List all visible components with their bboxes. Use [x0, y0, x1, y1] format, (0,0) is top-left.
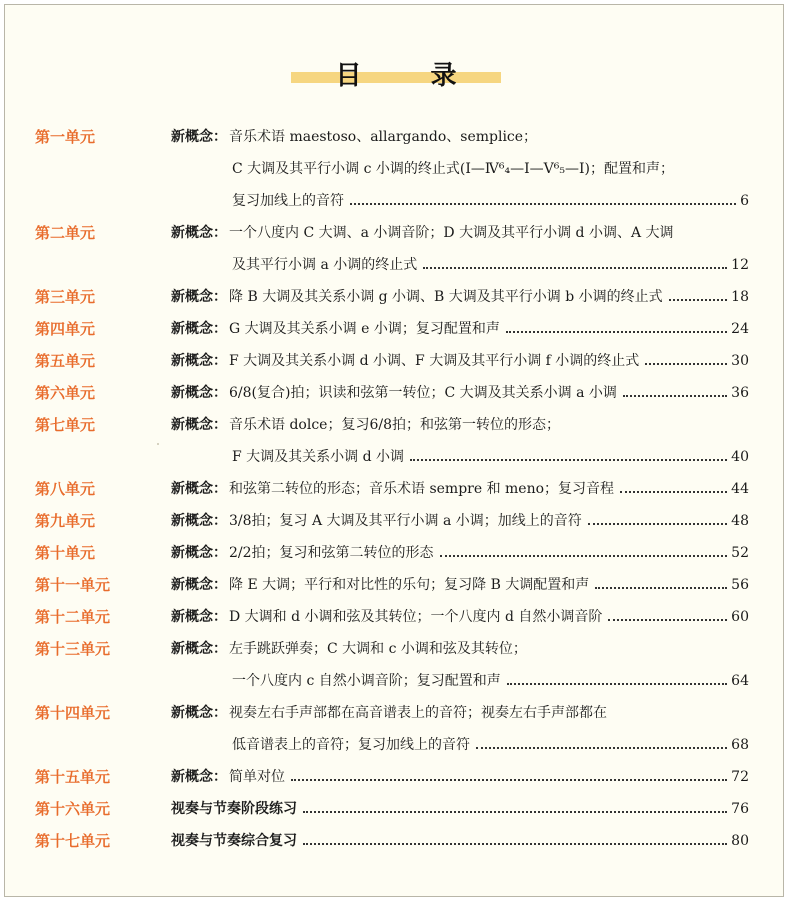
entry-text: 视奏左右手声部都在高音谱表上的音符；视奏左右手声部都在 [229, 705, 607, 721]
page-number: 52 [731, 545, 749, 561]
page-number: 56 [731, 577, 749, 593]
toc-line [171, 703, 749, 723]
dot-leader [645, 362, 727, 365]
entry-text: 及其平行小调 a 小调的终止式 [232, 257, 418, 273]
toc-line [171, 511, 749, 531]
concept-label: 新概念： [171, 225, 227, 241]
page-number: 36 [731, 385, 749, 401]
concept-label: 新概念： [171, 289, 227, 305]
toc-line [171, 415, 749, 435]
toc-line [232, 255, 749, 275]
page-number: 12 [731, 257, 749, 273]
page-number: 44 [731, 481, 749, 497]
unit-label: 第十单元 [35, 544, 96, 562]
entry-text: D 大调和 d 小调和弦及其转位；一个八度内 d 自然小调音阶 [229, 609, 603, 625]
entry-text: 2/2拍；复习和弦第二转位的形态 [229, 545, 434, 561]
toc-line [171, 479, 749, 499]
page-number: 80 [731, 833, 749, 849]
page-number: 64 [731, 673, 749, 689]
dot-leader [608, 618, 727, 621]
dot-leader [303, 810, 727, 813]
unit-label: 第十一单元 [35, 576, 111, 594]
dot-leader [623, 394, 727, 397]
title-block [291, 55, 501, 89]
unit-label: 第六单元 [35, 384, 96, 402]
paper-speck [157, 443, 159, 445]
toc-line [232, 191, 749, 211]
unit-label: 第二单元 [35, 224, 96, 242]
toc-line [171, 639, 749, 659]
dot-leader [506, 330, 727, 333]
toc-line [232, 735, 749, 755]
entry-text: 视奏与节奏综合复习 [171, 833, 297, 849]
entry-text: 6/8(复合)拍；识读和弦第一转位；C 大调及其关系小调 a 小调 [229, 385, 617, 401]
unit-label: 第八单元 [35, 480, 96, 498]
toc-page [4, 4, 784, 897]
entry-text: F 大调及其关系小调 d 小调 [232, 449, 405, 465]
entry-text: 降 B 大调及其关系小调 g 小调、B 大调及其平行小调 b 小调的终止式 [229, 289, 663, 305]
unit-label: 第十七单元 [35, 832, 111, 850]
dot-leader [350, 202, 736, 205]
toc-line [171, 287, 749, 307]
concept-label: 新概念： [171, 481, 227, 497]
concept-label: 新概念： [171, 385, 227, 401]
concept-label: 新概念： [171, 577, 227, 593]
entry-text: F 大调及其关系小调 d 小调、F 大调及其平行小调 f 小调的终止式 [229, 353, 640, 369]
dot-leader [423, 266, 727, 269]
toc-line [171, 767, 749, 787]
entry-text: 一个八度内 c 自然小调音阶；复习配置和声 [232, 673, 501, 689]
unit-label: 第十二单元 [35, 608, 111, 626]
entry-text: C 大调及其平行小调 c 小调的终止式(Ⅰ—Ⅳ⁶₄—Ⅰ—Ⅴ⁶₅—Ⅰ)；配置和声； [232, 161, 674, 177]
dot-leader [291, 778, 727, 781]
page-number: 18 [731, 289, 749, 305]
dot-leader [476, 746, 727, 749]
concept-label: 新概念： [171, 353, 227, 369]
page-number: 30 [731, 353, 749, 369]
toc-line [171, 575, 749, 595]
entry-text: 音乐术语 maestoso、allargando、semplice； [229, 129, 538, 145]
page-number: 24 [731, 321, 749, 337]
unit-label: 第九单元 [35, 512, 96, 530]
entry-text: 一个八度内 C 大调、a 小调音阶；D 大调及其平行小调 d 小调、A 大调 [229, 225, 674, 241]
page-title: 目 录 [335, 61, 487, 91]
page-number: 6 [740, 193, 749, 209]
concept-label: 新概念： [171, 705, 227, 721]
dot-leader [303, 842, 727, 845]
entry-text: G 大调及其关系小调 e 小调；复习配置和声 [229, 321, 500, 337]
unit-label: 第四单元 [35, 320, 96, 338]
dot-leader [440, 554, 728, 557]
entry-text: 视奏与节奏阶段练习 [171, 801, 297, 817]
page-number: 76 [731, 801, 749, 817]
concept-label: 新概念： [171, 769, 227, 785]
toc-line [171, 831, 749, 851]
dot-leader [620, 490, 727, 493]
toc-line [171, 799, 749, 819]
unit-label: 第十四单元 [35, 704, 111, 722]
entry-text: 复习加线上的音符 [232, 193, 344, 209]
toc-line [171, 607, 749, 627]
toc-line [232, 671, 749, 691]
toc-line [232, 447, 749, 467]
unit-label: 第五单元 [35, 352, 96, 370]
dot-leader [669, 298, 728, 301]
entry-text: 音乐术语 dolce；复习6/8拍；和弦第一转位的形态； [229, 417, 560, 433]
entry-text: 3/8拍；复习 A 大调及其平行小调 a 小调；加线上的音符 [229, 513, 582, 529]
toc-line [171, 319, 749, 339]
concept-label: 新概念： [171, 545, 227, 561]
concept-label: 新概念： [171, 513, 227, 529]
toc-line [232, 159, 749, 179]
concept-label: 新概念： [171, 417, 227, 433]
page-number: 72 [731, 769, 749, 785]
entry-text: 简单对位 [229, 769, 285, 785]
unit-label: 第十三单元 [35, 640, 111, 658]
unit-label: 第十五单元 [35, 768, 111, 786]
dot-leader [410, 458, 727, 461]
page-number: 68 [731, 737, 749, 753]
entry-text: 左手跳跃弹奏；C 大调和 c 小调和弦及其转位； [229, 641, 527, 657]
concept-label: 新概念： [171, 321, 227, 337]
toc-line [171, 223, 749, 243]
entry-text: 和弦第二转位的形态；音乐术语 sempre 和 meno；复习音程 [229, 481, 615, 497]
page-number: 48 [731, 513, 749, 529]
toc-line [171, 127, 749, 147]
page-number: 40 [731, 449, 749, 465]
unit-label: 第十六单元 [35, 800, 111, 818]
page-number: 60 [731, 609, 749, 625]
concept-label: 新概念： [171, 609, 227, 625]
concept-label: 新概念： [171, 129, 227, 145]
unit-label: 第七单元 [35, 416, 96, 434]
unit-label: 第三单元 [35, 288, 96, 306]
dot-leader [595, 586, 727, 589]
entry-text: 降 E 大调；平行和对比性的乐句；复习降 B 大调配置和声 [229, 577, 590, 593]
unit-label: 第一单元 [35, 128, 96, 146]
toc-line [171, 543, 749, 563]
entry-text: 低音谱表上的音符；复习加线上的音符 [232, 737, 470, 753]
dot-leader [507, 682, 727, 685]
dot-leader [588, 522, 727, 525]
concept-label: 新概念： [171, 641, 227, 657]
toc-line [171, 351, 749, 371]
toc-line [171, 383, 749, 403]
